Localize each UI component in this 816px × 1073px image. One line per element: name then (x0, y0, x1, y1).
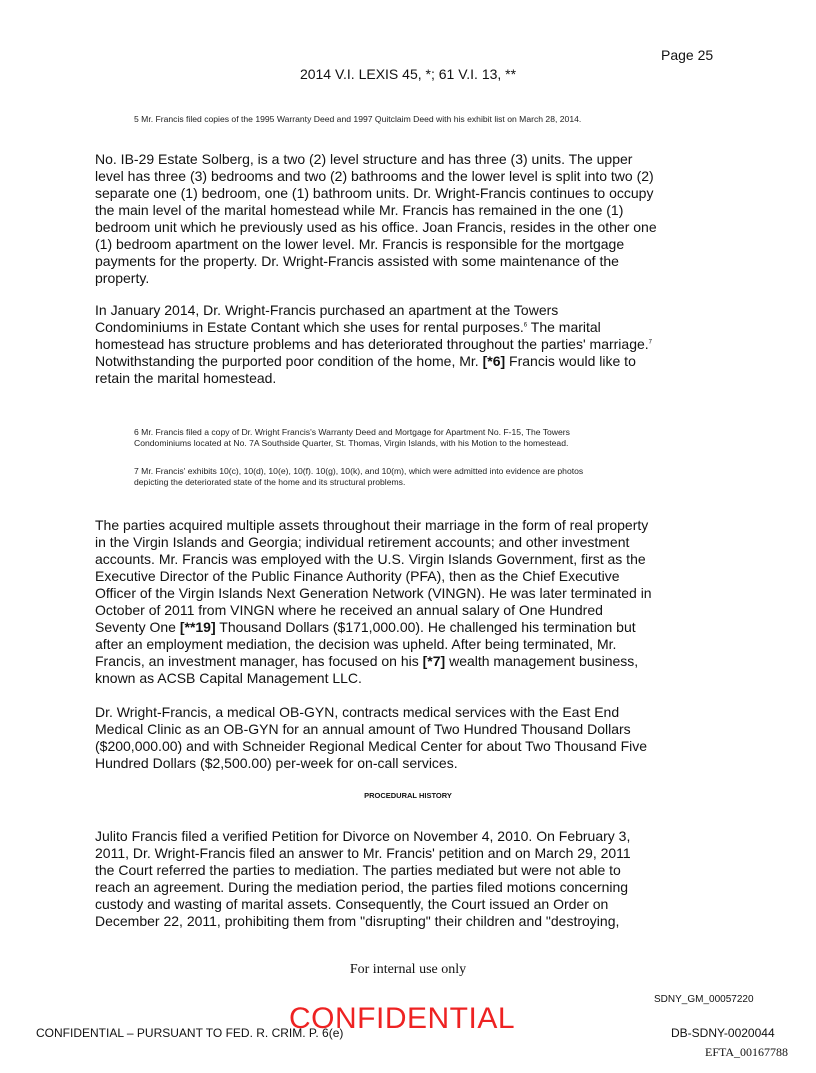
text-line: property. (95, 270, 150, 286)
text-line: October of 2011 from VINGN where he received an annual salary of One Hundred (95, 602, 603, 618)
footnote-ref-7[interactable]: 7 (648, 339, 652, 346)
footnote-7 (134, 466, 583, 488)
star-page-marker: [**19] (179, 619, 216, 635)
text-segment: Condominiums in Estate Contant which she uses for rental purposes. (95, 319, 524, 335)
confidential-notice: CONFIDENTIAL – PURSUANT TO FED. R. CRIM. P. 6(e) (36, 1026, 344, 1040)
text-line: Hundred Dollars ($2,500.00) per-week for on-call services. (95, 755, 458, 771)
text-segment: Francis would like to (505, 353, 636, 369)
star-page-marker: [*6] (482, 353, 506, 369)
sdny-bates-number: SDNY_GM_00057220 (654, 994, 754, 1005)
footnote-line: 6 Mr. Francis filed a copy of Dr. Wright Francis's Warranty Deed and Mortgage for Apartment No. F-15, The Towers (134, 427, 570, 437)
text-line: the Court referred the parties to mediation. The parties mediated but were not able to (95, 862, 621, 878)
text-segment: Thousand Dollars ($171,000.00). He challenged his termination but (215, 619, 636, 635)
text-line: Dr. Wright-Francis, a medical OB-GYN, contracts medical services with the East End (95, 704, 620, 720)
case-citation: 2014 V.I. LEXIS 45, *; 61 V.I. 13, ** (299, 66, 517, 82)
text-line: The parties acquired multiple assets throughout their marriage in the form of real property (95, 517, 649, 533)
text-line: the main level of the marital homestead while Mr. Francis has remained in the one (1) (95, 202, 624, 218)
text-line: No. IB-29 Estate Solberg, is a two (2) level structure and has three (3) units. The upper (95, 151, 633, 167)
text-segment: Seventy One (95, 619, 180, 635)
text-line (95, 319, 735, 336)
text-segment: wealth management business, (445, 653, 639, 669)
text-line: separate one (1) bedroom, one (1) bathroom units. Dr. Wright-Francis continues to occupy (95, 185, 654, 201)
star-page-marker: [*7] (422, 653, 446, 669)
text-line: after an employment mediation, the decision was upheld. After being terminated, Mr. (95, 636, 617, 652)
paragraph-towers-condominiums (95, 302, 735, 387)
internal-use-notice: For internal use only (349, 962, 467, 977)
text-segment: The marital (527, 319, 601, 335)
paragraph-procedural-history (95, 828, 735, 930)
text-segment: Notwithstanding the purported poor condition of the home, Mr. (95, 353, 483, 369)
text-line: known as ACSB Capital Management LLC. (95, 670, 362, 686)
text-line: Julito Francis filed a verified Petition for Divorce on November 4, 2010. On February 3, (95, 828, 631, 844)
efta-number: EFTA_00167788 (705, 1045, 789, 1059)
text-line: December 22, 2011, prohibiting them from "disrupting" their children and "destroying, (95, 913, 620, 929)
text-line: retain the marital homestead. (95, 370, 277, 386)
confidential-stamp: CONFIDENTIAL (289, 1002, 516, 1035)
text-line: In January 2014, Dr. Wright-Francis purchased an apartment at the Towers (95, 302, 559, 318)
text-line: reach an agreement. During the mediation period, the parties filed motions concerning (95, 879, 629, 895)
text-line: Officer of the Virgin Islands Next Generation Network (VINGN). He was later terminated in (95, 585, 652, 601)
text-line: Executive Director of the Public Finance Authority (PFA), then as the Chief Executive (95, 568, 620, 584)
text-line: level has three (3) bedrooms and two (2) bathrooms and the lower level is split into two (2) (95, 168, 654, 184)
footnote-line: Condominiums located at No. 7A Southside Quarter, St. Thomas, Virgin Islands, with his Motion to the homestead. (134, 438, 569, 448)
text-line (95, 653, 735, 670)
text-line: custody and wasting of marital assets. Consequently, the Court issued an Order on (95, 896, 609, 912)
text-line: Medical Clinic as an OB-GYN for an annual amount of Two Hundred Thousand Dollars (95, 721, 631, 737)
text-segment: Francis, an investment manager, has focused on his (95, 653, 423, 669)
text-line: accounts. Mr. Francis was employed with the U.S. Virgin Islands Government, first as the (95, 551, 646, 567)
text-line: payments for the property. Dr. Wright-Francis assisted with some maintenance of the (95, 253, 619, 269)
text-line: 2011, Dr. Wright-Francis filed an answer to Mr. Francis' petition and on March 29, 2011 (95, 845, 631, 861)
text-segment: homestead has structure problems and has deteriorated throughout the parties' marriage. (95, 336, 649, 352)
footnote-ref-6[interactable]: 6 (523, 322, 528, 329)
footnote-line: depicting the deteriorated state of the home and its structural problems. (134, 477, 406, 487)
text-line: (1) bedroom apartment on the lower level. Mr. Francis is responsible for the mortgage (95, 236, 625, 252)
paragraph-assets-employment (95, 517, 735, 687)
text-line (95, 619, 735, 636)
text-line (95, 336, 735, 353)
text-line: bedroom unit which he previously used as his office. Joan Francis, resides in the other one (95, 219, 657, 235)
db-bates-number: DB-SDNY-0020044 (671, 1026, 775, 1040)
footnote-6 (134, 427, 570, 449)
text-line: in the Virgin Islands and Georgia; individual retirement accounts; and other investment (95, 534, 630, 550)
footnote-5: 5 Mr. Francis filed copies of the 1995 Warranty Deed and 1997 Quitclaim Deed with his exhibit list on March 28, 2014. (134, 114, 582, 124)
page-number: Page 25 (661, 47, 714, 63)
footnote-line: 7 Mr. Francis' exhibits 10(c), 10(d), 10(e), 10(f). 10(g), 10(k), and 10(m), which were admitted into evidence are photos (134, 466, 584, 476)
section-heading-procedural-history: PROCEDURAL HISTORY (364, 791, 452, 800)
paragraph-medical-income (95, 704, 735, 772)
text-line (95, 353, 735, 370)
paragraph-property-description (95, 151, 735, 287)
text-line: ($200,000.00) and with Schneider Regional Medical Center for about Two Thousand Five (95, 738, 648, 754)
